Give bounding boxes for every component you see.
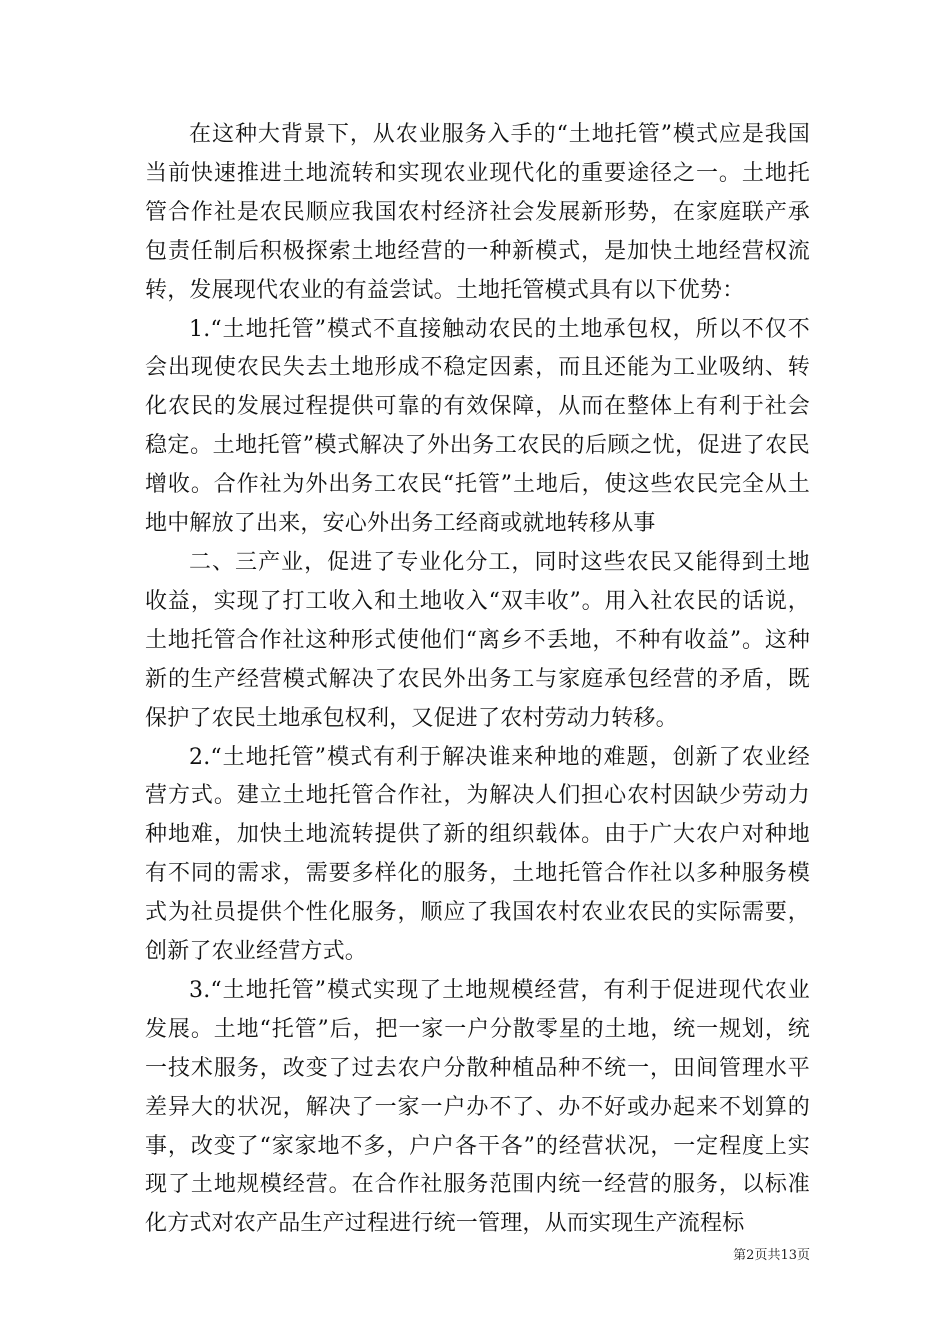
paragraph-point-3: 3.“土地托管”模式实现了土地规模经营，有利于促进现代农业发展。土地“托管”后，把一家一户分散零星的土地，统一规划，统一技术服务，改变了过去农户分散种植品种不统一，田间管理水平差异大的状况，解决了一家一户办不了、办不好或办起来不划算的事，改变了“家家地不多，户户各干各”的经营状况，一定程度上实现了土地规模经营。在合作社服务范围内统一经营的服务，以标准化方式对农产品生产过程进行统一管理，从而实现生产流程标 (145, 977, 810, 1237)
page-number-footer: 第2页共13页 (733, 1248, 810, 1263)
paragraph-point-1: 1.“土地托管”模式不直接触动农民的土地承包权，所以不仅不会出现使农民失去土地形成不稳定因素，而且还能为工业吸纳、转化农民的发展过程提供可靠的有效保障，从而在整体上有利于社会稳定。土地托管”模式解决了外出务工农民的后顾之忧，促进了农民增收。合作社为外出务工农民“托管”土地后，使这些农民完全从土地中解放了出来，安心外出务工经商或就地转移从事 (145, 316, 810, 537)
paragraph-point-1-continued: 二、三产业，促进了专业化分工，同时这些农民又能得到土地收益，实现了打工收入和土地收入“双丰收”。用入社农民的话说，土地托管合作社这种形式使他们“离乡不丢地，不种有收益”。这种新的生产经营模式解决了农民外出务工与家庭承包经营的矛盾，既保护了农民土地承包权利，又促进了农村劳动力转移。 (145, 549, 810, 731)
paragraph-point-2: 2.“土地托管”模式有利于解决谁来种地的难题，创新了农业经营方式。建立土地托管合作社，为解决人们担心农村因缺少劳动力种地难，加快土地流转提供了新的组织载体。由于广大农户对种地有不同的需求，需要多样化的服务，土地托管合作社以多种服务模式为社员提供个性化服务，顺应了我国农村农业农民的实际需要，创新了农业经营方式。 (145, 744, 810, 965)
paragraph-intro: 在这种大背景下，从农业服务入手的“土地托管”模式应是我国当前快速推进土地流转和实现农业现代化的重要途径之一。土地托管合作社是农民顺应我国农村经济社会发展新形势，在家庭联产承包责任制后积极探索土地经营的一种新模式，是加快土地经营权流转，发展现代农业的有益尝试。土地托管模式具有以下优势： (145, 122, 810, 303)
body-text (145, 116, 810, 1244)
